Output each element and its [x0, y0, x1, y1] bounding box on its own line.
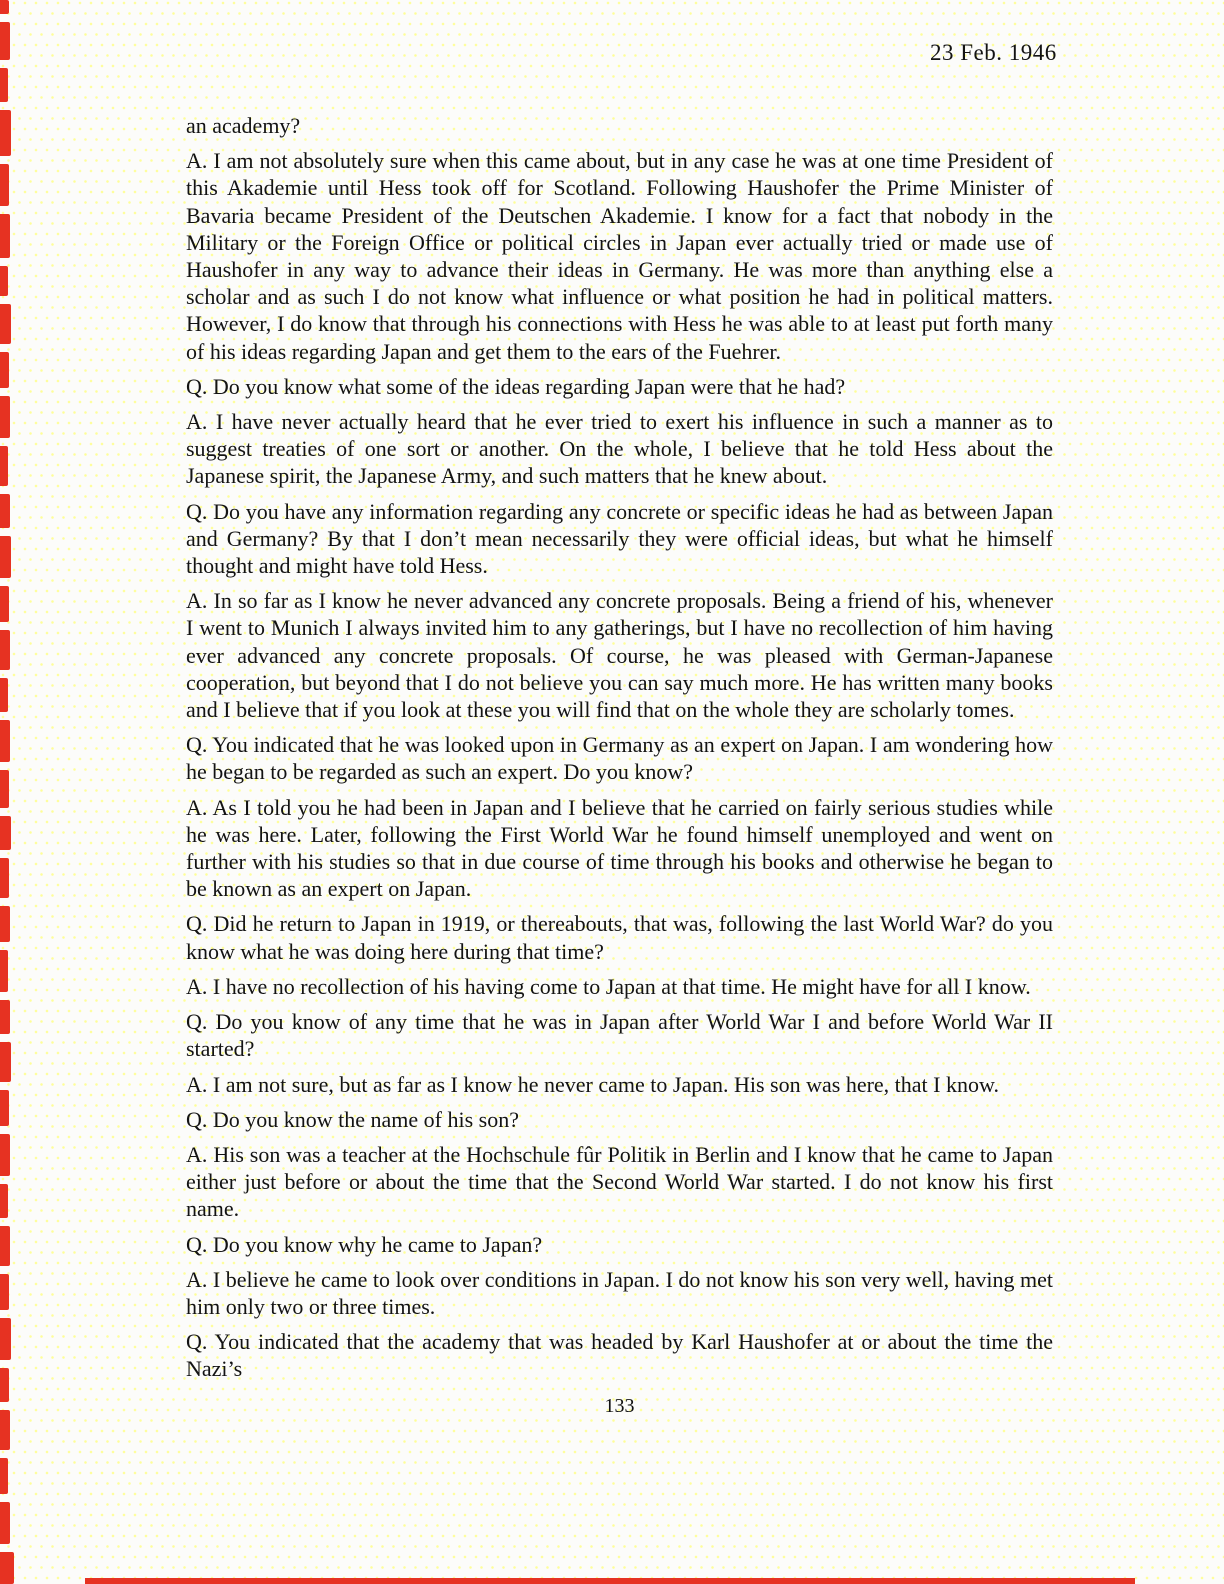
edge-mark: [0, 1318, 11, 1360]
edge-mark: [0, 630, 10, 670]
bottom-edge-rule: [85, 1578, 1135, 1584]
document-body: [186, 112, 1053, 1391]
edge-mark: [0, 164, 9, 206]
edge-mark: [0, 1458, 8, 1494]
edge-mark: [0, 906, 10, 942]
paragraph: A. As I told you he had been in Japan and I believe that he carried on fairly serious studies while he was here. Later, following the First World War he found himself unemployed and went on further with his studies so that in due course of time through his books and otherwise he began to be known as an expert on Japan.: [186, 794, 1053, 902]
paragraph: A. I believe he came to look over conditions in Japan. I do not know his son very well, having met him only two or three times.: [186, 1266, 1053, 1319]
paragraph: an academy?: [186, 113, 301, 138]
scan-edge-marks: [0, 0, 20, 1584]
edge-mark: [0, 1042, 11, 1082]
edge-mark: [0, 1368, 9, 1402]
edge-mark: [0, 352, 9, 388]
edge-mark: [0, 304, 11, 344]
paragraph: Q. Do you have any information regarding any concrete or specific ideas he had as between Japan and Germany? By that I don’t mean necessarily they were official ideas, but what he himself thought and might have told Hess.: [186, 498, 1053, 579]
edge-mark: [0, 536, 11, 578]
edge-mark: [0, 770, 9, 808]
paragraph: A. I am not sure, but as far as I know he never came to Japan. His son was here, that I know.: [186, 1071, 999, 1097]
edge-mark: [0, 858, 9, 898]
date-header: 23 Feb. 1946: [930, 40, 1057, 65]
paragraph: A. I have never actually heard that he ever tried to exert his influence in such a manner as to suggest treaties of one sort or another. On the whole, I believe that he told Hess about the Japanese spirit, the Japanese Army, and such matters that he knew about.: [186, 409, 1053, 489]
paragraph: Q. Do you know the name of his son?: [186, 1106, 520, 1132]
paragraph: Q. You indicated that the academy that was headed by Karl Haushofer at or about the time the Nazi’s: [186, 1329, 1053, 1382]
edge-mark: [0, 1226, 10, 1266]
paragraph: A. I have no recollection of his having come to Japan at that time. He might have for all I know.: [186, 973, 1031, 999]
edge-mark: [0, 720, 10, 762]
paragraph: Q. Do you know why he came to Japan?: [186, 1231, 543, 1257]
edge-mark: [0, 1000, 10, 1034]
edge-mark: [0, 678, 8, 712]
paragraph: Q. Do you know what some of the ideas regarding Japan were that he had?: [186, 373, 846, 399]
edge-mark: [0, 22, 10, 60]
edge-mark: [0, 214, 10, 258]
paragraph: A. I am not absolutely sure when this came about, but in any case he was at one time President of this Akademie until Hess took off for Scotland. Following Haushofer the Prime Minister of Bavaria became President of the Deutschen Akademie. I know for a fact that nobody in the Military or the Foreign Office or political circles in Japan ever actually tried or made use of Haushofer in any way to advance their ideas in Germany. He was more than anything else a scholar and as such I do not know what influence or what position he had in political matters. However, I do know that through his connections with Hess he was able to at least put forth many of his ideas regarding Japan and get them to the ears of the Fuehrer.: [186, 148, 1053, 364]
edge-mark: [0, 110, 11, 156]
edge-mark: [0, 1552, 14, 1584]
edge-mark: [0, 0, 9, 14]
edge-mark: [0, 1410, 10, 1450]
edge-mark: [0, 446, 8, 486]
edge-mark: [0, 586, 9, 622]
edge-mark: [0, 1184, 8, 1218]
edge-mark: [0, 816, 11, 850]
paragraph: A. In so far as I know he never advanced any concrete proposals. Being a friend of his, whenever I went to Munich I always invited him to any gatherings, but I have no recollection of him having ever advanced any concrete proposals. Of course, he was pleased with German-Japanese cooperation, but beyond that I do not believe you can say much more. He has written many books and I believe that if you look at these you will find that on the whole they are scholarly tomes.: [186, 588, 1053, 723]
edge-mark: [0, 1090, 9, 1126]
edge-mark: [0, 396, 10, 438]
page-number: 133: [604, 1395, 635, 1417]
edge-mark: [0, 494, 10, 528]
paragraph: Q. Did he return to Japan in 1919, or thereabouts, that was, following the last World War? do you know what he was doing here during that time?: [186, 911, 1053, 964]
edge-mark: [0, 68, 8, 102]
paragraph: Q. Do you know of any time that he was in Japan after World War I and before World War II started?: [186, 1009, 1053, 1062]
paragraph: A. His son was a teacher at the Hochschule fûr Politik in Berlin and I know that he came to Japan either just before or about the time that the Second World War started. I do not know his first name.: [186, 1141, 1053, 1222]
edge-mark: [0, 1502, 10, 1544]
edge-mark: [0, 266, 8, 296]
edge-mark: [0, 1274, 9, 1310]
edge-mark: [0, 1134, 10, 1176]
paragraph: Q. You indicated that he was looked upon in Germany as an expert on Japan. I am wondering how he began to be regarded as such an expert. Do you know?: [186, 732, 1053, 785]
edge-mark: [0, 950, 8, 992]
